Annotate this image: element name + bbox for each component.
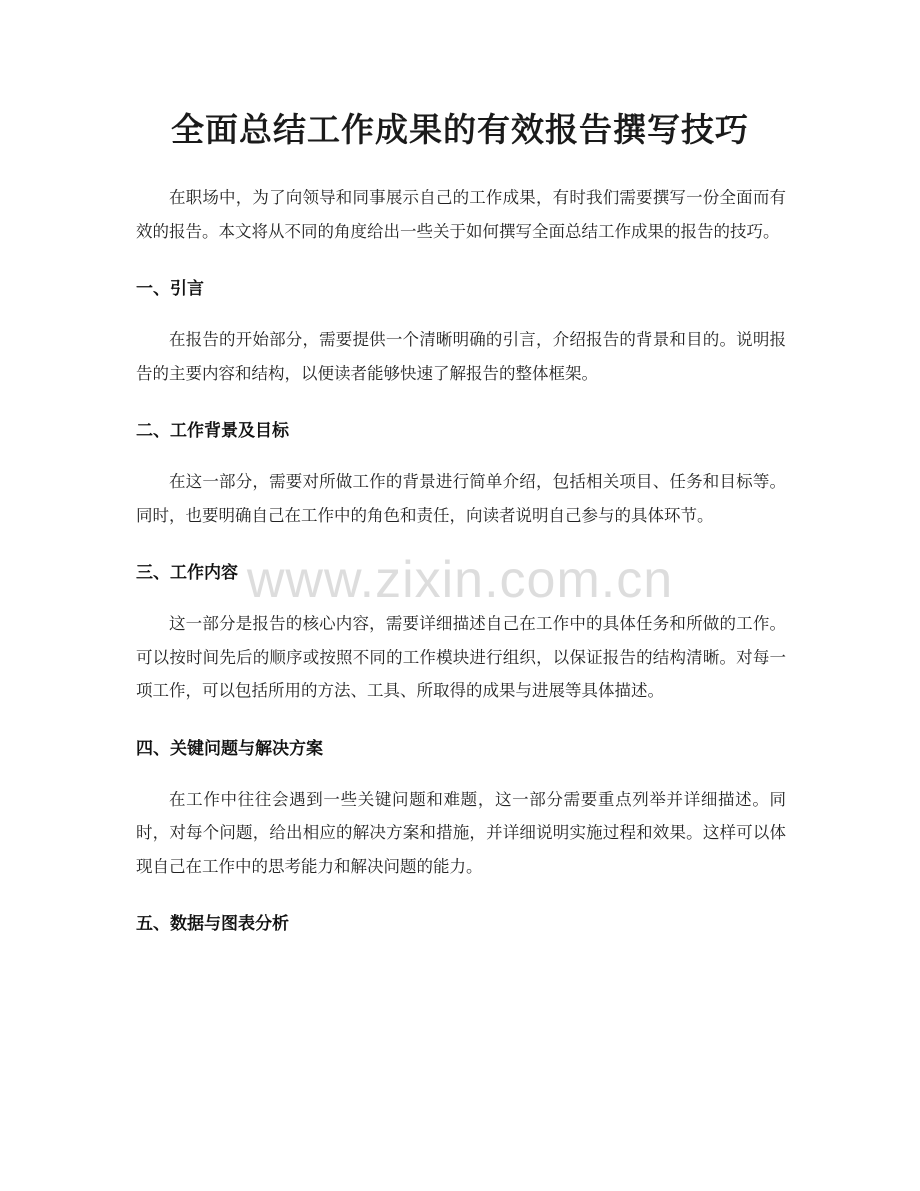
section-heading: 三、工作内容	[136, 563, 238, 583]
intro-paragraph: 在职场中，为了向领导和同事展示自己的工作成果，有时我们需要撰写一份全面而有效的报告。本文将从不同的角度给出一些关于如何撰写全面总结工作成果的报告的技巧。	[136, 188, 786, 241]
section-paragraph: 在报告的开始部分，需要提供一个清晰明确的引言，介绍报告的背景和目的。说明报告的主要内容和结构，以便读者能够快速了解报告的整体框架。	[136, 330, 786, 383]
section-key-issues	[136, 733, 786, 909]
document-body	[136, 181, 786, 940]
section-paragraph: 在这一部分，需要对所做工作的背景进行简单介绍，包括相关项目、任务和目标等。同时，也要明确自己在工作中的角色和责任，向读者说明自己参与的具体环节。	[136, 472, 786, 525]
document-title: 全面总结工作成果的有效报告撰写技巧	[171, 110, 749, 149]
section-data-analysis	[136, 908, 786, 940]
section-paragraph: 在工作中往往会遇到一些关键问题和难题，这一部分需要重点列举并详细描述。同时，对每个问题，给出相应的解决方案和措施，并详细说明实施过程和效果。这样可以体现自己在工作中的思考能力和解决问题的能力。	[136, 789, 786, 876]
section-heading: 五、数据与图表分析	[136, 914, 289, 934]
section-introduction	[136, 273, 786, 415]
section-work-content	[136, 557, 786, 733]
section-paragraph: 这一部分是报告的核心内容，需要详细描述自己在工作中的具体任务和所做的工作。可以按时间先后的顺序或按照不同的工作模块进行组织，以保证报告的结构清晰。对每一项工作，可以包括所用的方法、工具、所取得的成果与进展等具体描述。	[136, 614, 786, 700]
section-background-goals	[136, 415, 786, 557]
section-heading: 四、关键问题与解决方案	[136, 738, 323, 759]
section-heading: 二、工作背景及目标	[136, 421, 289, 441]
watermark: www.zixin.com.cn	[246, 551, 674, 609]
section-heading: 一、引言	[136, 279, 204, 299]
